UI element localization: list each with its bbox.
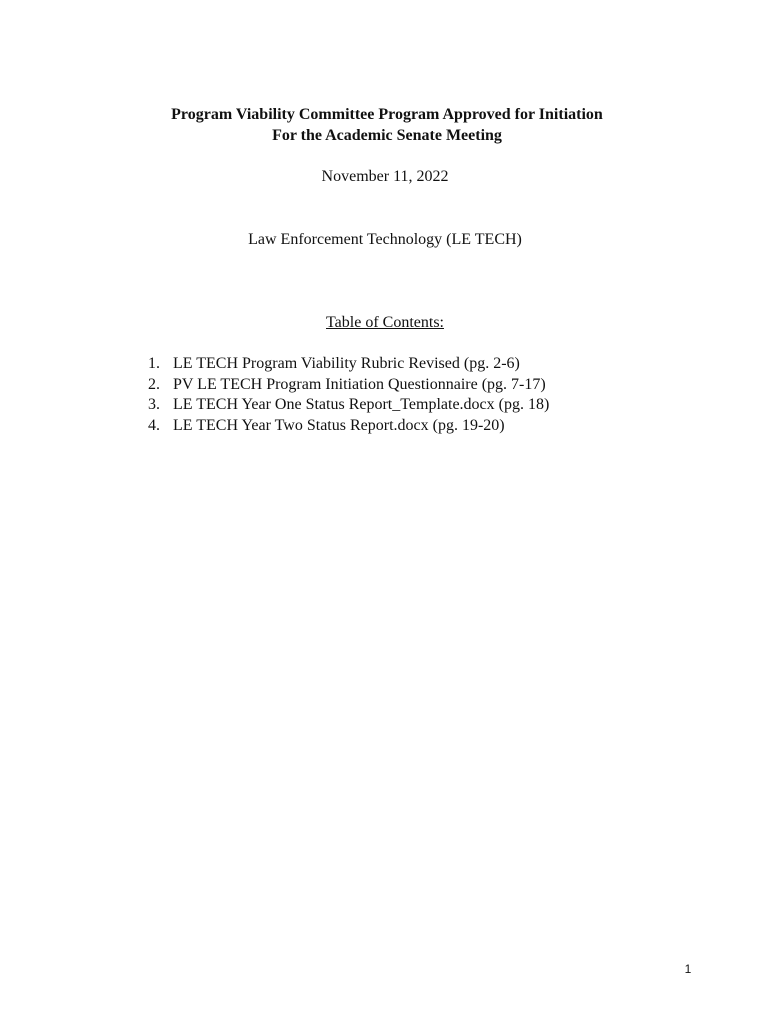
toc-item-number: 4. (148, 416, 160, 434)
toc-item (148, 395, 549, 416)
toc-heading: Table of Contents: (326, 314, 444, 331)
toc-list (148, 354, 549, 436)
document-title (0, 104, 770, 146)
toc-item-number: 1. (148, 355, 160, 372)
toc-item-text: LE TECH Program Viability Rubric Revised (pg. 2-6) (173, 355, 520, 372)
toc-item (148, 375, 549, 396)
toc-item-text: PV LE TECH Program Initiation Questionnaire (pg. 7-17) (173, 375, 546, 393)
toc-item-text: LE TECH Year Two Status Report.docx (pg. 19-20) (173, 416, 505, 434)
title-line-1: Program Viability Committee Program Approved for Initiation (171, 106, 603, 123)
toc-item-number: 2. (148, 375, 160, 393)
toc-item-number: 3. (148, 396, 160, 413)
title-line-2: For the Academic Senate Meeting (272, 127, 502, 144)
page-number: 1 (684, 962, 692, 976)
toc-item (148, 354, 549, 375)
program-name: Law Enforcement Technology (LE TECH) (248, 231, 522, 248)
toc-item (148, 416, 549, 437)
toc-item-text: LE TECH Year One Status Report_Template.docx (pg. 18) (173, 396, 550, 413)
meeting-date: November 11, 2022 (321, 168, 449, 185)
